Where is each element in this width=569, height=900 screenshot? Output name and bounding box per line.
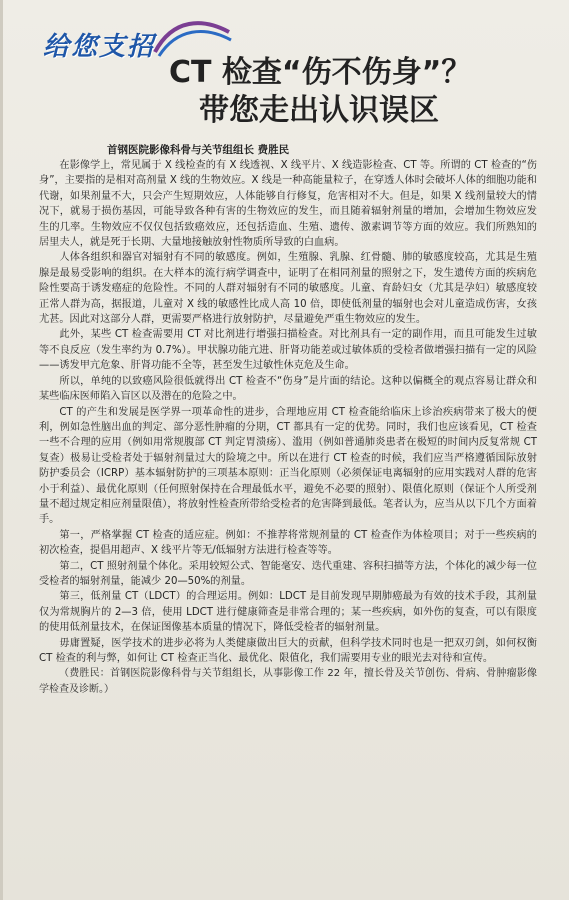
column-label: 给您支招 [43,32,156,62]
paragraph: 人体各组织和器官对辐射有不同的敏感度。例如，生殖腺、乳腺、红骨髓、肺的敏感度较高，尤其是生殖腺是最易受影响的组织。在大样本的流行病学调查中，证明了在相同剂量的照射之下，发生遗传方面的疾病危险性要高于诱发癌症的危险性。不同的人群对辐射有不同的敏感度。儿童、育龄妇女（尤其是孕妇）敏感度较正常人群为高，据报道，儿童对 X 线的敏感性比成人高 10 倍，即使低剂量的辐射也会对儿童造成伤害，女孩尤甚。因此对这部分人群，更需要严格进行放射防护，尽量避免严重生物效应的发生。 [39,252,537,326]
article-subtitle: 带您走出认识误区 [199,93,439,128]
paragraph: 毋庸置疑，医学技术的进步必将为人类健康做出巨大的贡献，但科学技术同时也是一把双刃剑，如何权衡 CT 检查的利与弊，如何让 CT 检查正当化、最优化、限值化，我们需要用专业的眼光去对待和宣传。 [39,637,537,664]
decorative-swoosh-icon [153,14,233,58]
article-title: CT 检查“伤不伤身”？ [169,55,472,90]
paragraph: 所以，单纯的以致癌风险很低就得出 CT 检查不“伤身”是片面的结论。这种以偏概全的观点容易让群众和某些临床医师陷入盲区以及潜在的危险之中。 [39,375,537,403]
paragraph: 在影像学上，常见属于 X 线检查的有 X 线透视、X 线平片、X 线造影检查、CT 等。所谓的 CT 检查的“伤身”，主要指的是相对高剂量 X 线的生物效应。X 线是一种高能量粒子，在穿透人体时会破坏人体的细胞功能和代谢，如果剂量不大，只会产生短期效应，人体能够自行修复，危害相对不大。但是，如果 X 线剂量较大的情况下，就易于损伤基因，可能导致各种有害的生物效应的发生，而且随着辐射剂量的增加，会增加生物效应发生的几率。生物效应不仅仅包括致癌效应，还包括造血、生殖、遗传、激素调节等方面的效应。我们所熟知的居里夫人，就是死于长期、大量地接触放射性物质所导致的白血病。 [39,160,537,249]
author-byline: 首钢医院影像科骨与关节组组长 费胜民 [107,144,290,156]
paragraph: 第三，低剂量 CT（LDCT）的合理运用。例如：LDCT 是目前发现早期肺癌最为有效的技术手段，其剂量仅为常规胸片的 2—3 倍，使用 LDCT 进行健康筛查是非常合理的；某一些疾病，如外伤的复查，可以有限度的使用低剂量技术，在保证图像基本质量的情况下，降低受检者的辐射剂量。 [39,591,537,634]
paragraph: CT 的产生和发展是医学界一项革命性的进步，合理地应用 CT 检查能给临床上诊治疾病带来了极大的便利，例如急性脑出血的判定、部分恶性肿瘤的分期，CT 都具有一定的优势。同时，我们也应该看见，CT 检查一些不合理的应用（例如用常规腹部 CT 判定胃溃疡）、滥用（例如普通肺炎患者在极短的时间内反复常规 CT 复查）极易让受检者处于辐射剂量过大的险境之中。所以在进行 CT 检查的时候，我们应当严格遵循国际放射防护委员会（ICRP）基本辐射防护的三项基本原则：正当化原则（必须保证电离辐射的应用实践对人群的危害小于利益）、最优化原则（任何照射保持在合理最低水平，避免不必要的照射）、限值化原则（保证个人所受剂量不超过规定相应剂量限值），将放射性检查所带给受检者的危害降到最低。笔者认为，应当从以下几个方面着手。 [39,406,537,526]
article-body [39,158,537,697]
author-bio: （费胜民：首钢医院影像科骨与关节组组长，从事影像工作 22 年，擅长骨及关节创伤、骨病、骨肿瘤影像学检查及诊断。） [39,668,537,695]
paragraph: 第二，CT 照射剂量个体化。采用较短公式、智能毫安、迭代重建、容积扫描等方法，个体化的减少每一位受检者的辐射剂量，能减少 20—50%的剂量。 [39,560,537,587]
paragraph: 第一，严格掌握 CT 检查的适应症。例如：不推荐将常规剂量的 CT 检查作为体检项目；对于一些疾病的初次检查，提倡用超声、X 线平片等无/低辐射方法进行检查等等。 [39,529,537,557]
paragraph: 此外，某些 CT 检查需要用 CT 对比剂进行增强扫描检查。对比剂具有一定的副作用，而且可能发生过敏等不良反应（发生率约为 0.7%）。甲状腺功能亢进、肝肾功能差或过敏体质的受检者做增强扫描有一定的风险——诱发甲亢危象、肝肾功能不全等，甚至发生过敏性休克危及生命。 [39,329,537,372]
